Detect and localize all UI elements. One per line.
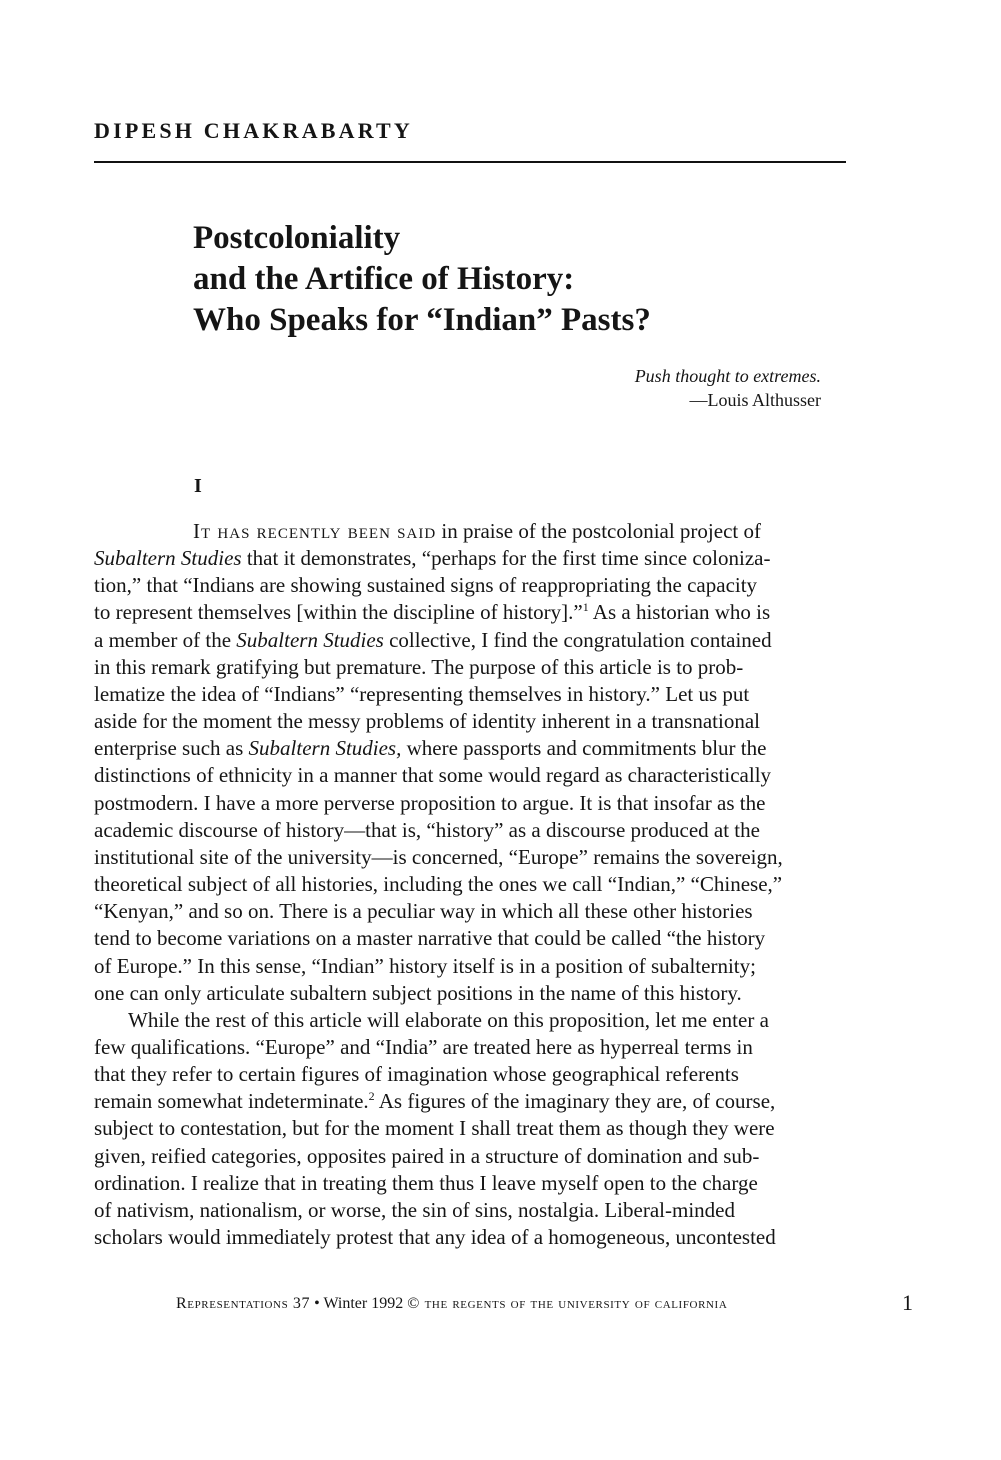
line-rest: collective, I find the congratulation contained: [383, 627, 772, 652]
page-number: 1: [902, 1290, 913, 1315]
footnote-ref: 1: [582, 600, 589, 615]
body-line: [94, 844, 839, 871]
section-heading: I: [194, 475, 202, 497]
title-line: and the Artifice of History:: [193, 261, 575, 297]
line-text: distinctions of ethnicity in a manner that some would regard as characteristically: [94, 763, 772, 788]
header-rule: [94, 161, 846, 163]
body-line: [94, 1197, 839, 1224]
line-text: lematize the idea of “Indians” “representing themselves in history.” Let us put: [94, 681, 750, 706]
epigraph-attribution: —Louis Althusser: [689, 390, 821, 410]
line-rest: where passports and commitments blur the: [401, 736, 767, 761]
body-line: [94, 735, 839, 762]
line-text: [94, 627, 772, 654]
body-line: [94, 681, 839, 708]
line-part: remain somewhat indeterminate.: [94, 1089, 369, 1114]
body-line: [94, 817, 839, 844]
journal-title-italic: Subaltern Studies: [236, 627, 384, 652]
line-text: While the rest of this article will elaborate on this proposition, let me enter a: [128, 1007, 769, 1032]
body-text: [94, 518, 839, 1251]
body-line: [94, 1170, 839, 1197]
line-text: few qualifications. “Europe” and “India” are treated here as hyperreal terms in: [94, 1034, 753, 1059]
line-text: tion,” that “Indians are showing sustained signs of reappropriating the capacity: [94, 573, 758, 598]
line-text: [94, 545, 771, 572]
title-line: Postcoloniality: [193, 220, 401, 256]
line-text: tend to become variations on a master narrative that could be called “the history: [94, 926, 766, 951]
body-line: [94, 1034, 839, 1061]
line-text: [94, 599, 770, 626]
footnote-ref: 2: [368, 1089, 375, 1104]
line-text: “Kenyan,” and so on. There is a peculiar way in which all these other histories: [94, 899, 753, 924]
footer-bullet: •: [314, 1295, 320, 1312]
body-line: [94, 708, 839, 735]
journal-title-italic: Subaltern Studies,: [248, 736, 402, 761]
line-text: aside for the moment the messy problems of identity inherent in a transnational: [94, 709, 761, 734]
line-text: [193, 518, 761, 545]
journal-name: Representations 37: [176, 1295, 311, 1312]
line-text: postmodern. I have a more perverse proposition to argue. It is that insofar as the: [94, 790, 766, 815]
body-line: [94, 627, 839, 654]
line-text: that they refer to certain figures of imagination whose geographical referents: [94, 1062, 739, 1087]
line-text: academic discourse of history—that is, “history” as a discourse produced at the: [94, 817, 760, 842]
body-line: [94, 871, 839, 898]
body-line: [94, 1061, 839, 1088]
line-text: [94, 1088, 775, 1115]
epigraph-quote: Push thought to extremes.: [634, 366, 821, 386]
line-text: of Europe.” In this sense, “Indian” history itself is in a position of subalternity;: [94, 953, 756, 978]
body-line: [94, 953, 839, 980]
journal-title-italic: Subaltern Studies: [94, 546, 242, 571]
line-text: of nativism, nationalism, or worse, the sin of sins, nostalgia. Liberal-minded: [94, 1197, 735, 1222]
line-rest: As figures of the imaginary they are, of course,: [374, 1089, 776, 1114]
body-line: [94, 599, 839, 626]
line-text: [94, 735, 766, 762]
running-footer: [176, 1295, 727, 1313]
line-part: enterprise such as: [94, 736, 249, 761]
line-rest: in praise of the postcolonial project of: [436, 519, 761, 543]
body-line: [94, 1007, 839, 1034]
body-line: [94, 1115, 839, 1142]
body-line: [94, 518, 839, 545]
issue-date: Winter 1992: [323, 1295, 404, 1312]
author-name: DIPESH CHAKRABARTY: [94, 118, 414, 143]
line-text: institutional site of the university—is concerned, “Europe” remains the sovereign,: [94, 844, 783, 869]
line-text: ordination. I realize that in treating them thus I leave myself open to the charge: [94, 1170, 758, 1195]
line-rest: As a historian who is: [588, 600, 771, 625]
body-line: [94, 572, 839, 599]
article-title: [193, 218, 651, 341]
line-part: to represent themselves [within the discipline of history].”: [94, 600, 583, 625]
body-line: [94, 545, 839, 572]
body-line: [94, 898, 839, 925]
line-text: one can only articulate subaltern subject positions in the name of this history.: [94, 980, 742, 1005]
body-line: [94, 1088, 839, 1115]
body-line: [94, 925, 839, 952]
body-line: [94, 790, 839, 817]
line-text: given, reified categories, opposites paired in a structure of domination and sub-: [94, 1143, 760, 1168]
body-line: [94, 1224, 839, 1251]
body-line: [94, 762, 839, 789]
opening-smallcaps: It has recently been said: [193, 519, 437, 543]
epigraph: [635, 364, 821, 412]
line-text: in this remark gratifying but premature. The purpose of this article is to prob-: [94, 654, 744, 679]
title-line: Who Speaks for “Indian” Pasts?: [193, 302, 651, 338]
line-text: subject to contestation, but for the moment I shall treat them as though they were: [94, 1116, 775, 1141]
body-line: [94, 1143, 839, 1170]
line-part: a member of the: [94, 627, 237, 652]
line-text: theoretical subject of all histories, including the ones we call “Indian,” “Chinese,”: [94, 872, 783, 897]
body-line: [94, 980, 839, 1007]
line-rest: that it demonstrates, “perhaps for the first time since coloniza-: [241, 546, 771, 571]
body-line: [94, 654, 839, 681]
line-text: scholars would immediately protest that any idea of a homogeneous, uncontested: [94, 1225, 776, 1250]
copyright-notice: © the regents of the university of california: [407, 1295, 728, 1312]
